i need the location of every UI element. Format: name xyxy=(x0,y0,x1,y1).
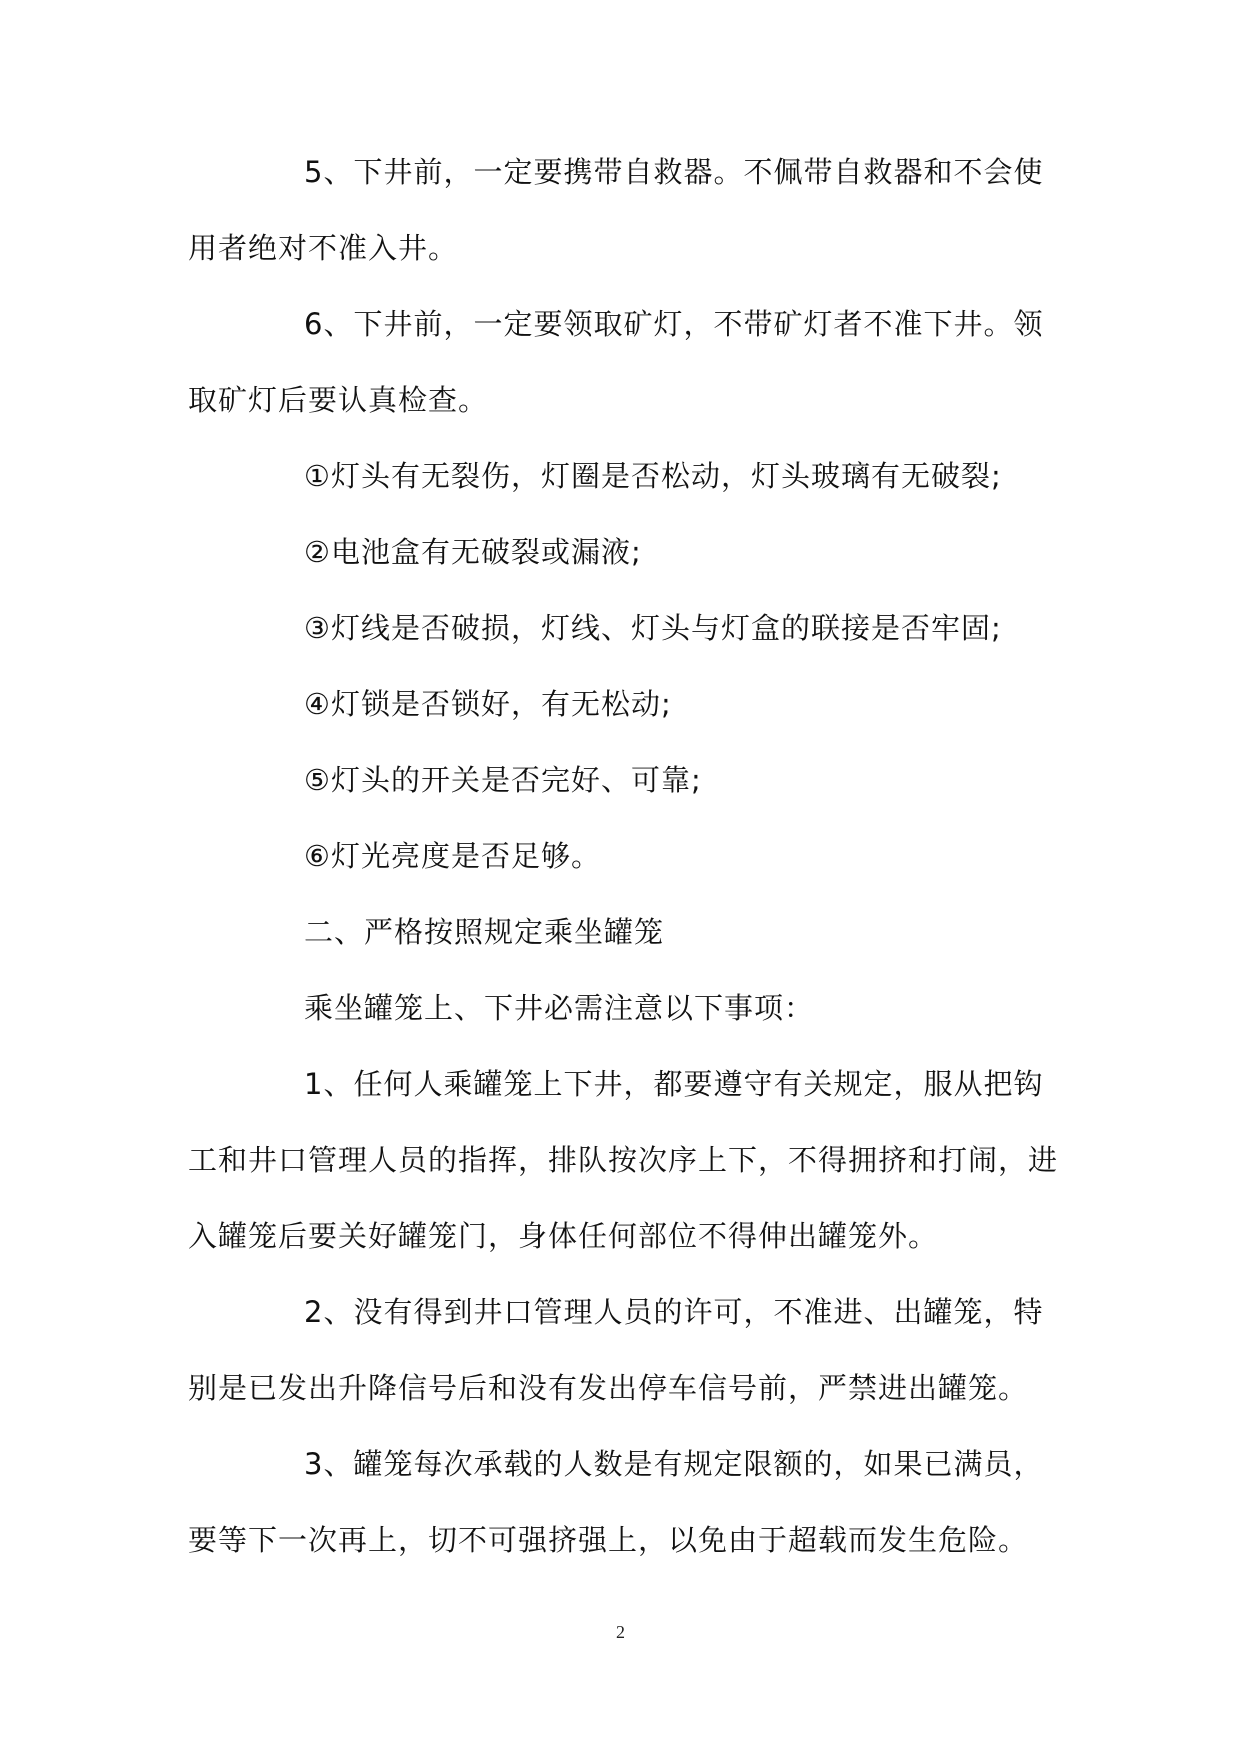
checklist-item-4: ④灯锁是否锁好，有无松动; xyxy=(304,687,672,721)
rule-item-1: 1、任何人乘罐笼上下井，都要遵守有关规定，服从把钩工和井口管理人员的指挥，排队按次序上下，不得拥挤和打闹，进入罐笼后要关好罐笼门，身体任何部位不得伸出罐笼外。 xyxy=(188,1067,1059,1253)
checklist-item-5: ⑤灯头的开关是否完好、可靠; xyxy=(304,763,702,797)
checklist-item-6: ⑥灯光亮度是否足够。 xyxy=(304,839,601,873)
section-intro: 乘坐罐笼上、下井必需注意以下事项： xyxy=(304,991,815,1025)
checklist-item-3: ③灯线是否破损，灯线、灯头与灯盒的联接是否牢固; xyxy=(304,611,1002,645)
paragraph-item-5-self-rescuer: 5、下井前，一定要携带自救器。不佩带自救器和不会使用者绝对不准入井。 xyxy=(188,155,1044,265)
rule-item-3: 3、罐笼每次承载的人数是有规定限额的，如果已满员，要等下一次再上，切不可强挤强上，以免由于超载而发生危险。 xyxy=(188,1447,1044,1557)
checklist-item-2: ②电池盒有无破裂或漏液; xyxy=(304,535,642,569)
rule-item-2: 2、没有得到井口管理人员的许可，不准进、出罐笼，特别是已发出升降信号后和没有发出停车信号前，严禁进出罐笼。 xyxy=(188,1295,1044,1405)
paragraph-item-6-miner-lamp: 6、下井前，一定要领取矿灯，不带矿灯者不准下井。领取矿灯后要认真检查。 xyxy=(188,307,1044,417)
section-heading: 二、严格按照规定乘坐罐笼 xyxy=(304,915,665,949)
checklist-item-1: ①灯头有无裂伤，灯圈是否松动，灯头玻璃有无破裂; xyxy=(304,459,1002,493)
page-number: 2 xyxy=(616,1622,625,1642)
